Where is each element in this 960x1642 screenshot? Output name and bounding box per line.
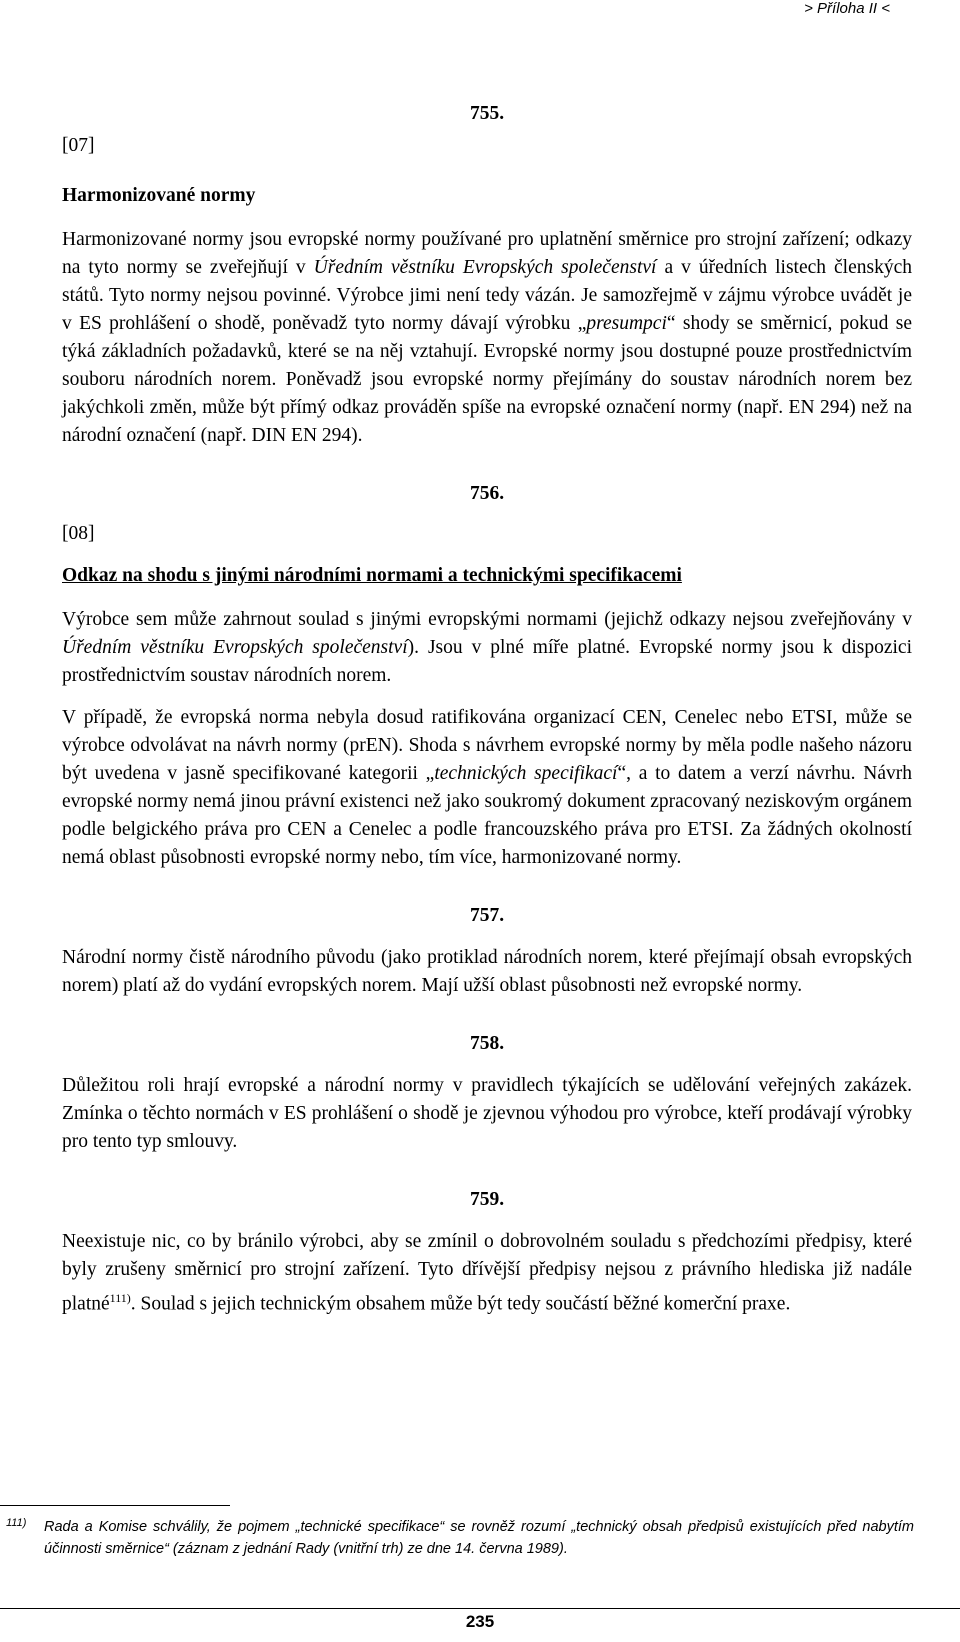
footer-rule — [0, 1608, 960, 1609]
paragraph-number-756: 756. — [469, 483, 505, 504]
paragraph-755-text: Harmonizované normy jsou evropské normy používané pro uplatnění směrnice pro strojní zařízení; odkazy na tyto normy se zveřejňují v Úředním věstníku Evropských společenství a v úředních listech členských států. Tyto normy nejsou povinné. Výrobce jimi není tedy vázán. Je samozřejmě v zájmu výrobce uvádět je v ES prohlášení o shodě, poněvadž tyto normy dávají výrobku „presumpci“ shody se směrnicí, pokud se týká základních požadavků, které se na něj vztahují. Evropské normy jsou dostupné pouze prostřednictvím souboru národních norem. Poněvadž jsou evropské normy přejímány do soustav národních norem bez jakýchkoli změn, může být přímý odkaz prováděn spíše na evropské označení normy (např. EN 294) než na národní označení (např. DIN EN 294). — [62, 229, 912, 446]
running-header: > Příloha II < — [804, 0, 890, 17]
paragraph-number-758: 758. — [469, 1033, 505, 1054]
footnote-separator — [0, 1505, 230, 1506]
paragraph-ref-08: [08] — [62, 523, 95, 544]
footnote-111 — [6, 1516, 914, 1560]
paragraph-759-text: Neexistuje nic, co by bránilo výrobci, aby se zmínil o dobrovolném souladu s předchozími předpisy, které byly zrušeny směrnicí pro strojní zařízení. Tyto dřívější předpisy nejsou z právního hlediska již nadále platné$^{111)}$. Soulad s jejich technickým obsahem může být tedy součástí běžné komerční praxe. — [62, 1231, 912, 1315]
page-number: 235 — [465, 1612, 495, 1631]
paragraph-756-text-2: V případě, že evropská norma nebyla dosud ratifikována organizací CEN, Cenelec nebo ETSI, může se výrobce odvolávat na návrh normy (prEN). Shoda s návrhem evropské normy by měla podle našeho názoru být uvedena v jasně specifikované kategorii „technických specifikací“, a to datem a verzí návrhu. Návrh evropské normy nemá jinou právní existenci než jako soukromý dokument zpracovaný neziskovým orgánem podle belgického práva pro CEN a Cenelec a podle francouzského práva pro ETSI. Za žádných okolností nemá oblast působnosti evropské normy nebo, tím více, harmonizované normy. — [62, 707, 912, 868]
paragraph-number-757: 757. — [469, 905, 505, 926]
footnote-text: Rada a Komise schválily, že pojmem „technické specifikace“ se rovněž rozumí „technický obsah předpisů existujících před nabytím účinnosti směrnice“ (záznam z jednání Rady (vnitřní trh) ze dne 14. června 1989). — [44, 1519, 914, 1557]
footnote-ref-111[interactable]: 111) — [109, 1291, 131, 1305]
paragraph-758-text: Důležitou roli hrají evropské a národní normy v pravidlech týkajících se udělování veřejných zakázek. Zmínka o těchto normách v ES prohlášení o shodě je zjevnou výhodou pro výrobce, kteří prodávají výrobky pro tento typ smlouvy. — [62, 1075, 912, 1152]
paragraph-757-text: Národní normy čistě národního původu (jako protiklad národních norem, které přejímají obsah evropských norem) platí až do vydání evropských norem. Mají užší oblast působnosti než evropské normy. — [62, 947, 912, 996]
paragraph-756-text-1: Výrobce sem může zahrnout soulad s jinými evropskými normami (jejichž odkazy nejsou zveřejňovány v Úředním věstníku Evropských společenství). Jsou v plné míře platné. Evropské normy jsou k dispozici prostřednictvím soustav národních norem. — [62, 609, 912, 686]
heading-harmonized-norms: Harmonizované normy — [62, 185, 256, 206]
main-content — [62, 100, 912, 1333]
paragraph-number-759: 759. — [469, 1189, 505, 1210]
footnote-mark: 111) — [6, 1517, 27, 1529]
paragraph-number-755: 755. — [469, 103, 505, 124]
heading-other-norms: Odkaz na shodu s jinými národními normami a technickými specifikacemi — [62, 565, 682, 586]
paragraph-ref-07: [07] — [62, 135, 95, 156]
